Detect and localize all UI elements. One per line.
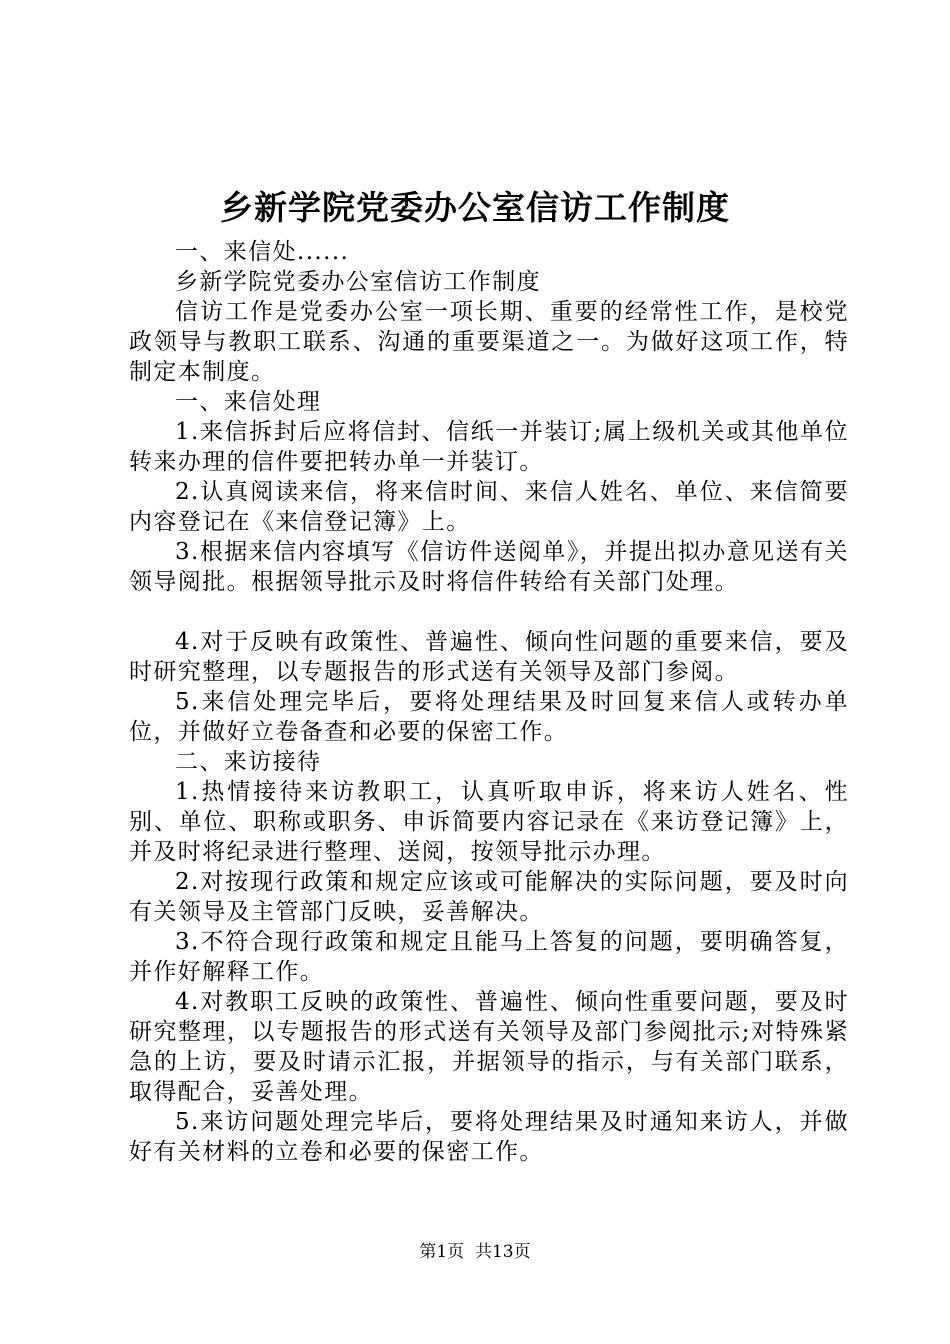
document-title: 乡新学院党委办公室信访工作制度	[220, 188, 730, 227]
paragraph: 5.来信处理完毕后，要将处理结果及时回复来信人或转办单位，并做好立卷备查和必要的保密工作。	[129, 689, 849, 745]
paragraph: 4.对于反映有政策性、普遍性、倾向性问题的重要来信，要及时研究整理，以专题报告的形式送有关领导及部门参阅。	[129, 629, 849, 685]
paragraph: 2.认真阅读来信，将来信时间、来信人姓名、单位、来信简要内容登记在《来信登记簿》上。	[129, 479, 849, 535]
paragraph: 一、来信处......	[175, 239, 350, 265]
section-heading: 一、来信处理	[175, 389, 322, 415]
paragraph: 1.来信拆封后应将信封、信纸一并装订;属上级机关或其他单位转来办理的信件要把转办单一并装订。	[129, 419, 849, 475]
document-body	[129, 237, 849, 1167]
paragraph: 2.对按现行政策和规定应该或可能解决的实际问题，要及时向有关领导及主管部门反映，妥善解决。	[129, 869, 849, 925]
paragraph: 4.对教职工反映的政策性、普遍性、倾向性重要问题，要及时研究整理，以专题报告的形式送有关领导及部门参阅批示;对特殊紧急的上访，要及时请示汇报，并据领导的指示，与有关部门联系，取得配合，妥善处理。	[129, 989, 849, 1105]
section-heading: 二、来访接待	[175, 749, 322, 775]
page-number: 第1页 共13页	[419, 1242, 531, 1262]
paragraph: 乡新学院党委办公室信访工作制度	[175, 269, 541, 295]
paragraph: 1.热情接待来访教职工，认真听取申诉，将来访人姓名、性别、单位、职称或职务、申诉简要内容记录在《来访登记簿》上，并及时将纪录进行整理、送阅，按领导批示办理。	[129, 779, 849, 865]
paragraph: 5.来访问题处理完毕后，要将处理结果及时通知来访人，并做好有关材料的立卷和必要的保密工作。	[129, 1109, 849, 1165]
page-footer	[0, 1241, 950, 1263]
paragraph: 3.根据来信内容填写《信访件送阅单》，并提出拟办意见送有关领导阅批。根据领导批示及时将信件转给有关部门处理。	[129, 539, 849, 595]
paragraph: 信访工作是党委办公室一项长期、重要的经常性工作，是校党政领导与教职工联系、沟通的重要渠道之一。为做好这项工作，特制定本制度。	[129, 299, 849, 385]
paragraph: 3.不符合现行政策和规定且能马上答复的问题，要明确答复，并作好解释工作。	[129, 929, 849, 985]
